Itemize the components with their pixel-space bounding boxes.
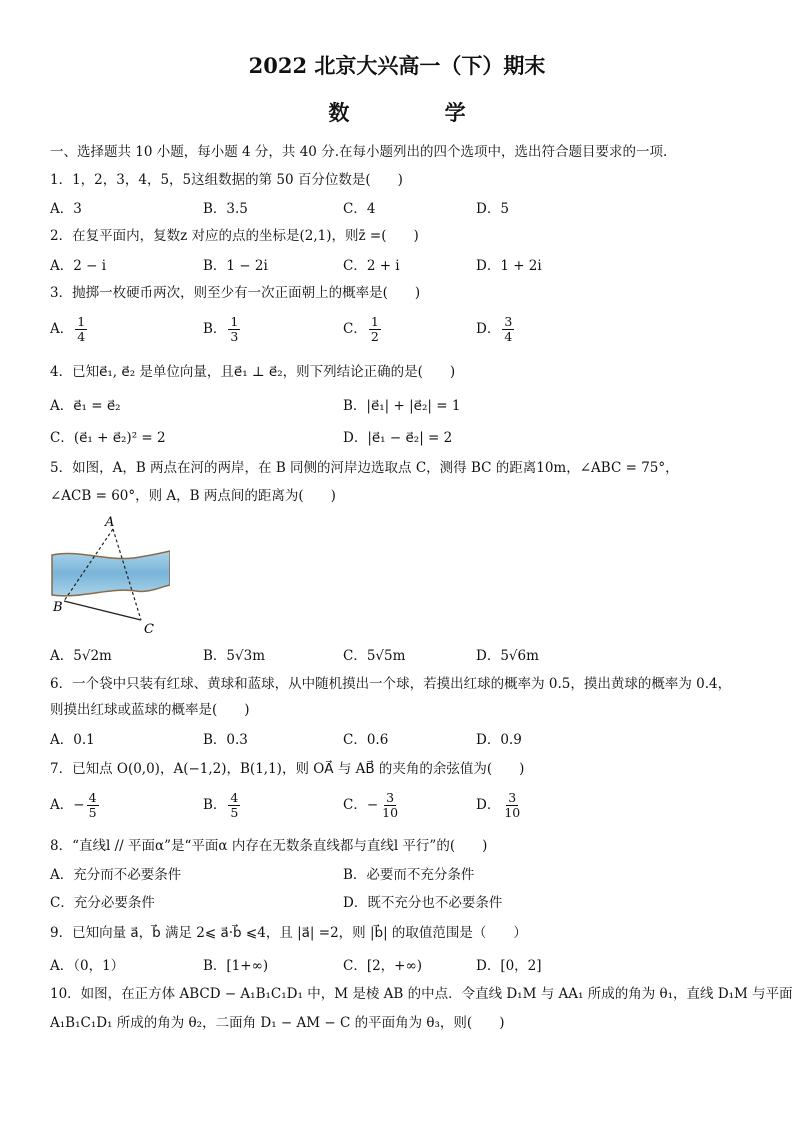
question-6-stem-line1: 6．一个袋中只装有红球、黄球和蓝球，从中随机摸出一个球，若摸出红球的概率为 0.5，摸出黄球的概率为 0.4，: [50, 676, 732, 692]
q8-option-a: A．充分而不必要条件: [50, 867, 182, 883]
q3-option-b: B． $\frac{1}{3}$: [203, 314, 239, 344]
q1-option-c: C．4: [343, 201, 376, 217]
q9-option-a: A．（0，1）: [50, 958, 125, 974]
q3-option-d: D． $\frac{3}{4}$: [476, 314, 513, 344]
q4-option-c: C．(e⃗₁ + e⃗₂)² = 2: [50, 430, 166, 446]
question-8-stem: 8．“直线l // 平面α”是“平面α 内存在无数条直线都与直线l 平行”的( ): [50, 838, 488, 854]
q9-option-c: C．[2，+∞): [343, 958, 423, 974]
q9-option-b: B．[1+∞): [203, 958, 269, 974]
section-heading: 一、选择题共 10 小题，每小题 4 分，共 40 分.在每小题列出的四个选项中，选出符合题目要求的一项.: [50, 144, 668, 160]
q9-option-d: D．[0，2]: [476, 958, 542, 974]
q3-option-a: A． $\frac{1}{4}$: [50, 314, 86, 344]
q6-option-d: D．0.9: [476, 732, 522, 748]
q4-option-d: D．|e⃗₁ − e⃗₂| = 2: [343, 430, 453, 446]
q1-option-a: A．3: [50, 201, 82, 217]
question-10-stem-line2: A₁B₁C₁D₁ 所成的角为 θ₂，二面角 D₁ − AM − C 的平面角为 θ₃，则( ): [50, 1015, 505, 1031]
q7-option-b: B． $\frac{4}{5}$: [203, 790, 239, 820]
question-1-stem: 1．1，2，3，4，5，5这组数据的第 50 百分位数是( ): [50, 172, 403, 188]
segment-bc: [64, 601, 141, 620]
q8-option-c: C．充分必要条件: [50, 895, 155, 911]
q6-option-a: A．0.1: [50, 732, 95, 748]
question-7-stem: 7．已知点 O(0,0)，A(−1,2)，B(1,1)，则 OA⃗ 与 AB⃗ 的夹角的余弦值为( ): [50, 761, 525, 777]
question-5-stem-line2: ∠ACB = 60°，则 A，B 两点间的距离为( ): [50, 488, 336, 504]
q4-option-b: B．|e⃗₁| + |e⃗₂| = 1: [343, 398, 461, 414]
question-6-stem-line2: 则摸出红球或蓝球的概率是( ): [50, 702, 250, 718]
q5-option-d: D．5√6m: [476, 648, 539, 664]
question-10-stem-line1: 10．如图，在正方体 ABCD − A₁B₁C₁D₁ 中，M 是棱 AB 的中点．令直线 D₁M 与 AA₁ 所成的角为 θ₁，直线 D₁M 与平面: [50, 986, 793, 1002]
question-9-stem: 9．已知向量 a⃗，b⃗ 满足 2⩽ a⃗·b⃗ ⩽4，且 |a⃗| =2，则 |b⃗| 的取值范围是（ ）: [50, 925, 527, 941]
q5-option-b: B．5√3m: [203, 648, 266, 664]
q7-option-a: A．− $\frac{4}{5}$: [50, 790, 97, 820]
q6-option-c: C．0.6: [343, 732, 389, 748]
q3-option-c: C． $\frac{1}{2}$: [343, 314, 379, 344]
subject-title: 数 学: [328, 100, 510, 125]
q6-option-b: B．0.3: [203, 732, 248, 748]
point-a-label: A: [105, 515, 115, 530]
river-band: [52, 551, 170, 596]
q2-option-d: D．1 + 2i: [476, 258, 542, 274]
q2-option-c: C．2 + i: [343, 258, 400, 274]
q1-option-b: B．3.5: [203, 201, 248, 217]
q7-option-c: C．− $\frac{3}{10}$: [343, 790, 399, 820]
q7-option-d: D． $\frac{3}{10}$: [476, 790, 521, 820]
question-2-stem: 2．在复平面内，复数z 对应的点的坐标是(2,1)，则z̄ =( ): [50, 228, 419, 244]
q5-option-c: C．5√5m: [343, 648, 406, 664]
river-triangle-figure: [50, 515, 170, 640]
q1-option-d: D．5: [476, 201, 509, 217]
q5-option-a: A．5√2m: [50, 648, 112, 664]
question-5-stem-line1: 5．如图，A，B 两点在河的两岸，在 B 同侧的河岸边选取点 C，测得 BC 的距离10m，∠ABC = 75°，: [50, 460, 679, 476]
q2-option-a: A．2 − i: [50, 258, 107, 274]
q2-option-b: B．1 − 2i: [203, 258, 268, 274]
point-b-label: B: [53, 600, 63, 615]
q4-option-a: A．e⃗₁ = e⃗₂: [50, 398, 121, 414]
q8-option-d: D．既不充分也不必要条件: [343, 895, 503, 911]
page-title: 2022 北京大兴高一（下）期末: [248, 53, 546, 78]
q8-option-b: B．必要而不充分条件: [343, 867, 475, 883]
point-c-label: C: [144, 622, 154, 637]
question-3-stem: 3．抛掷一枚硬币两次，则至少有一次正面朝上的概率是( ): [50, 285, 421, 301]
question-4-stem: 4．已知e⃗₁, e⃗₂ 是单位向量，且e⃗₁ ⊥ e⃗₂，则下列结论正确的是( ): [50, 364, 456, 380]
